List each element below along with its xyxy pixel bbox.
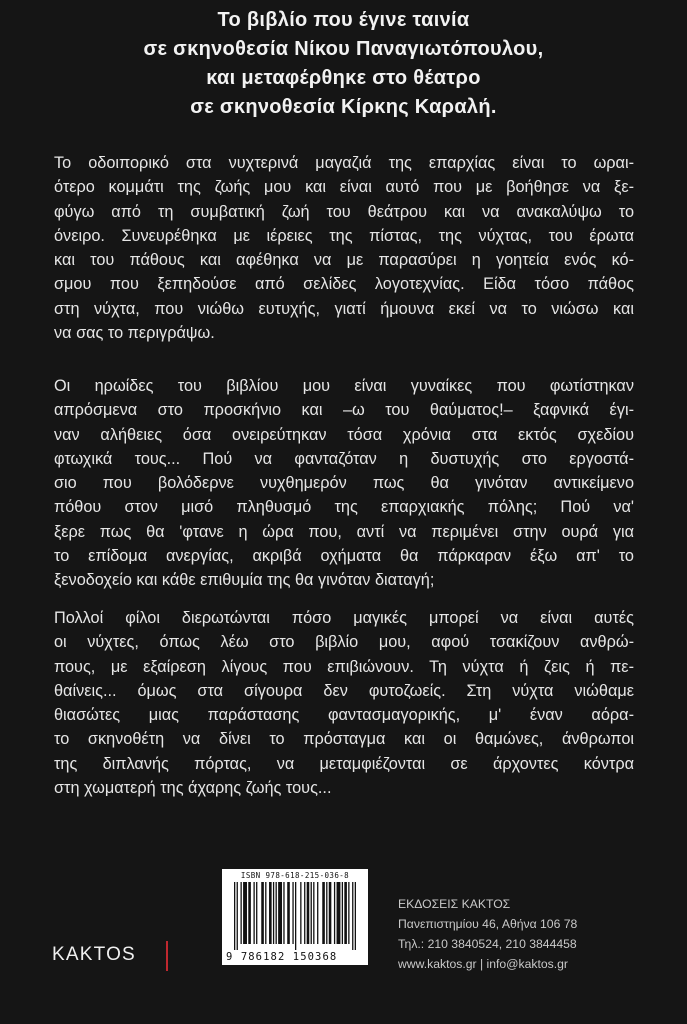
text-line: Το οδοιπορικό στα νυχτερινά μαγαζιά της επαρχίας είναι το ωραι- [54,154,634,172]
text-line: θαίνεις... όμως στα σίγουρα δεν φυτοζωείς. Στη νύχτα νιώθαμε [54,681,634,700]
text-line: ξενοδοχείο και κάθε επιθυμία της θα γινόταν διαταγή; [54,571,435,590]
barcode-bar [256,882,257,944]
barcode-bar [334,882,335,944]
text-line: πους, με εξαίρεση λίγους που επιβιώνουν. Τη νύχτα ή ζεις ή πε- [54,657,634,676]
text-line: να σας το περιγράψω. [54,324,215,343]
ean-digits: 9 786182 150368 [226,951,338,963]
text-line: θιασώτες μιας παράστασης φαντασμαγορικής, μ' έναν αόρα- [54,706,634,725]
publisher-web: www.kaktos.gr | info@kaktos.gr [398,957,568,971]
barcode-bar [337,882,341,944]
text-line: ξερε πως θα 'φτανε η ώρα που, αντί να περιμένει στην ουρά για [54,522,634,541]
barcode-bar [237,882,238,950]
text-line: Πολλοί φίλοι διερωτώνται πόσο μαγικές μπορεί να είναι αυτές [54,609,634,627]
text-line: πόθου στον μισό πληθυσμό της επαρχιακής πόλης; Πού να' [54,498,634,517]
barcode-bars [234,882,356,950]
blurb-paragraph-1 [54,151,634,345]
barcode-bar [307,882,310,944]
text-line: σμου που ξεπηδούσε από σελίδες λογοτεχνίας. Είδα τόσο πάθος [54,275,634,294]
text-line: ότερο κομμάτι της ζωής μου και είναι αυτό που με βοήθησε να ξε- [54,178,634,197]
barcode-bar [292,882,293,944]
barcode-bar [317,882,318,944]
publisher-info [398,894,577,974]
barcode-bar [248,882,251,944]
headline-line: σε σκηνοθεσία Νίκου Παναγιωτόπουλου, [143,38,544,60]
barcode-bar [300,882,301,944]
publisher-address: Πανεπιστημίου 46, Αθήνα 106 78 [398,917,578,931]
barcode [222,869,368,965]
barcode-bar [243,882,247,944]
barcode-bar [311,882,312,944]
barcode-bar [273,882,274,944]
text-line: της διπλανής πόρτας, να μεταμφιέζονται σε άρχοντες κόντρα [54,754,634,773]
barcode-bar [344,882,347,944]
text-line: στη χωματερή της άχαρης ζωής τους... [54,779,332,798]
logo-accent-bar [166,941,168,971]
barcode-bar [313,882,314,944]
barcode-bar [261,882,264,944]
publisher-logo: KAKTOS [52,944,136,965]
barcode-bar [276,882,277,944]
barcode-bar [240,882,241,944]
barcode-bar [283,882,284,944]
text-line: οι νύχτες, όπως λέω στο βιβλίο μου, αφού τσακίζουν ανθρώ- [54,633,634,652]
barcode-bar [326,882,327,944]
text-line: το σκηνοθέτη να δίνει το πρόσταγμα και οι θαμώνες, άνθρωποι [54,730,634,749]
text-line: φύγω από τη συμβατική ζωή του θεάτρου και να ανακαλύψω το [54,202,634,221]
barcode-bar [295,882,296,950]
text-line: Οι ηρωίδες του βιβλίου μου είναι γυναίκες που φωτίστηκαν [54,377,634,395]
barcode-bar [352,882,353,950]
blurb-paragraph-3 [54,606,634,800]
barcode-bar [322,882,325,944]
text-line: σιο που βολόδερνε νυχθημερόν πως θα γινόταν αντικείμενο [54,474,634,493]
text-line: και του πάθους και αφέθηκα να με παρασύρει η γοητεία ενός κό- [54,251,634,270]
barcode-bar [348,882,349,944]
barcode-bar [304,882,305,944]
blurb-paragraph-2 [54,374,634,593]
barcode-bar [265,882,266,944]
barcode-bar [342,882,343,944]
barcode-bar [329,882,332,944]
barcode-bar [269,882,272,944]
headline-line: Το βιβλίο που έγινε ταινία [217,9,470,31]
isbn-label: ISBN 978-618-215-036-8 [240,871,350,880]
publisher-name: ΕΚΔΟΣΕΙΣ ΚΑΚΤΟΣ [398,897,511,911]
headline-line: και μεταφέρθηκε στο θέατρο [206,67,481,89]
text-line: φτωχικά τους... Πού να φανταζόταν η δυστυχής στο εργοστά- [54,449,634,468]
cover-headline [40,6,647,122]
text-line: απρόσμενα στο προσκήνιο και –ω του θαύματος!– ξαφνικά έγι- [54,401,634,420]
barcode-bar [278,882,282,944]
barcode-bar [355,882,356,950]
barcode-bar [234,882,235,950]
barcode-bar [253,882,254,944]
text-line: όνειρο. Συνευρέθηκα με ιέρειες της πίστας, της νύχτας, του έρωτα [54,226,634,245]
text-line: το επίδομα ανεργίας, ακριβά οχήματα θα πάρκαραν έξω απ' το [54,547,634,566]
publisher-phone: Τηλ.: 210 3840524, 210 3844458 [398,937,577,951]
barcode-bar [287,882,290,944]
text-line: ναν αλήθειες όσα ονειρεύτηκαν τόσα χρόνια στα εκτός σχεδίου [54,425,634,444]
headline-line: σε σκηνοθεσία Κίρκης Καραλή. [190,96,497,118]
text-line: στη νύχτα, που νιώθω ευτυχής, γιατί ήμουνα εκεί να το νιώσω και [54,299,634,318]
